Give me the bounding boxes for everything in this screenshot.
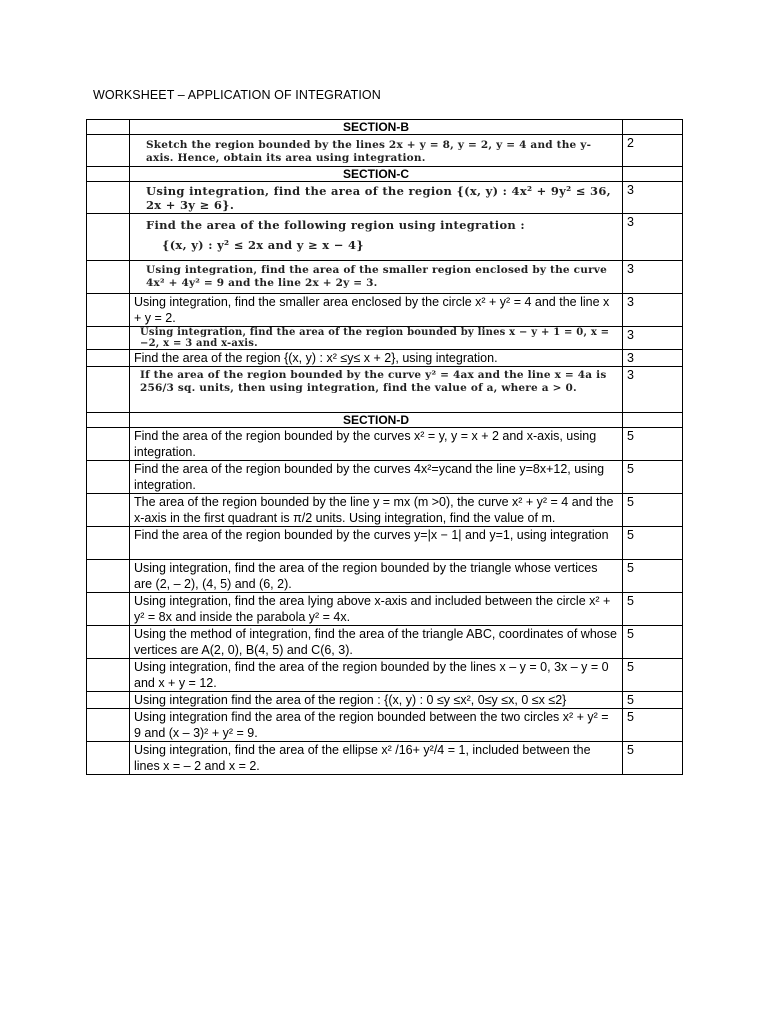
number-cell (87, 167, 130, 182)
number-cell (87, 742, 130, 775)
number-cell (87, 135, 130, 167)
question-row (87, 428, 683, 461)
marks-cell (623, 167, 683, 182)
number-cell (87, 659, 130, 692)
section-d-heading: SECTION-D (130, 413, 623, 428)
section-header-row (87, 120, 683, 135)
marks-cell: 5 (623, 593, 683, 626)
question-row (87, 692, 683, 709)
section-c-heading: SECTION-C (130, 167, 623, 182)
marks-cell: 5 (623, 560, 683, 593)
question-cell: Find the area of the region bounded by the curves 4x²=ycand the line y=8x+12, using integration. (130, 461, 623, 494)
marks-cell: 5 (623, 626, 683, 659)
question-row (87, 294, 683, 327)
number-cell (87, 214, 130, 261)
marks-cell: 5 (623, 527, 683, 560)
question-cell: Using integration find the area of the region : {(x, y) : 0 ≤y ≤x², 0≤y ≤x, 0 ≤x ≤2} (130, 692, 623, 709)
marks-cell: 3 (623, 327, 683, 350)
number-cell (87, 692, 130, 709)
number-cell (87, 413, 130, 428)
question-text: Using integration, find the area of the smaller region enclosed by the curve 4x² + 4y² = 9 and the line 2x + 2y = 3. (146, 264, 607, 289)
question-row (87, 214, 683, 261)
question-text: Sketch the region bounded by the lines 2x + y = 8, y = 2, y = 4 and the y-axis. Hence, obtain its area using integration. (146, 139, 592, 164)
number-cell (87, 367, 130, 413)
question-cell: Using integration, find the smaller area enclosed by the circle x² + y² = 4 and the line x + y = 2. (130, 294, 623, 327)
question-row (87, 494, 683, 527)
marks-cell: 5 (623, 742, 683, 775)
marks-cell: 5 (623, 494, 683, 527)
question-row (87, 527, 683, 560)
worksheet-title: WORKSHEET – APPLICATION OF INTEGRATION (93, 88, 381, 102)
question-cell (130, 182, 623, 214)
worksheet-table (86, 119, 683, 775)
marks-cell: 5 (623, 659, 683, 692)
marks-cell: 3 (623, 294, 683, 327)
question-cell (130, 327, 623, 350)
number-cell (87, 461, 130, 494)
question-cell: Using integration, find the area of the region bounded by the lines x – y = 0, 3x – y = 0 and x + y = 12. (130, 659, 623, 692)
number-cell (87, 182, 130, 214)
question-cell (130, 261, 623, 294)
question-text: Using integration, find the area of the region bounded by lines x − y + 1 = 0, x = −2, x = 3 and x-axis. (140, 327, 610, 349)
marks-cell (623, 413, 683, 428)
question-row (87, 593, 683, 626)
section-header-row (87, 413, 683, 428)
question-row (87, 350, 683, 367)
question-row (87, 461, 683, 494)
section-b-heading: SECTION-B (130, 120, 623, 135)
question-row (87, 327, 683, 350)
question-cell: Find the area of the region bounded by the curves y=|x − 1| and y=1, using integration (130, 527, 623, 560)
question-cell (130, 135, 623, 167)
marks-cell (623, 120, 683, 135)
marks-cell: 3 (623, 214, 683, 261)
question-cell: Using integration, find the area lying above x-axis and included between the circle x² + y² = 8x and inside the parabola y² = 4x. (130, 593, 623, 626)
marks-cell: 5 (623, 692, 683, 709)
marks-cell: 3 (623, 261, 683, 294)
question-cell: Find the area of the region {(x, y) : x² ≤y≤ x + 2}, using integration. (130, 350, 623, 367)
number-cell (87, 626, 130, 659)
number-cell (87, 120, 130, 135)
question-row (87, 742, 683, 775)
question-cell: Using the method of integration, find the area of the triangle ABC, coordinates of whose vertices are A(2, 0), B(4, 5) and C(6, 3). (130, 626, 623, 659)
question-cell: The area of the region bounded by the line y = mx (m >0), the curve x² + y² = 4 and the x-axis in the first quadrant is π/2 units. Using integration, find the value of m. (130, 494, 623, 527)
question-row (87, 626, 683, 659)
number-cell (87, 560, 130, 593)
question-row (87, 659, 683, 692)
question-row (87, 182, 683, 214)
marks-cell: 5 (623, 461, 683, 494)
marks-cell: 3 (623, 182, 683, 214)
question-row (87, 135, 683, 167)
question-text: Using integration, find the area of the region {(x, y) : 4x² + 9y² ≤ 36, 2x + 3y ≥ 6}. (146, 184, 611, 212)
question-row (87, 709, 683, 742)
question-cell: Using integration, find the area of the region bounded by the triangle whose vertices are (2, – 2), (4, 5) and (6, 2). (130, 560, 623, 593)
marks-cell: 5 (623, 428, 683, 461)
question-row (87, 367, 683, 413)
marks-cell: 3 (623, 350, 683, 367)
question-text: Find the area of the following region using integration : (146, 218, 525, 232)
number-cell (87, 709, 130, 742)
number-cell (87, 593, 130, 626)
question-row (87, 560, 683, 593)
question-cell: Using integration, find the area of the ellipse x² /16+ y²/4 = 1, included between the lines x = – 2 and x = 2. (130, 742, 623, 775)
question-row (87, 261, 683, 294)
question-cell (130, 367, 623, 413)
question-cell: Find the area of the region bounded by the curves x² = y, y = x + 2 and x-axis, using integration. (130, 428, 623, 461)
marks-cell: 2 (623, 135, 683, 167)
number-cell (87, 261, 130, 294)
number-cell (87, 350, 130, 367)
question-set: {(x, y) : y² ≤ 2x and y ≥ x − 4} (162, 238, 364, 252)
number-cell (87, 527, 130, 560)
section-header-row (87, 167, 683, 182)
question-text: If the area of the region bounded by the curve y² = 4ax and the line x = 4a is 256/3 sq. units, then using integration, find the value of a, where a > 0. (140, 369, 607, 394)
number-cell (87, 294, 130, 327)
number-cell (87, 428, 130, 461)
marks-cell: 5 (623, 709, 683, 742)
question-cell (130, 214, 623, 261)
question-cell: Using integration find the area of the region bounded between the two circles x² + y² = 9 and (x – 3)² + y² = 9. (130, 709, 623, 742)
marks-cell: 3 (623, 367, 683, 413)
number-cell (87, 327, 130, 350)
number-cell (87, 494, 130, 527)
